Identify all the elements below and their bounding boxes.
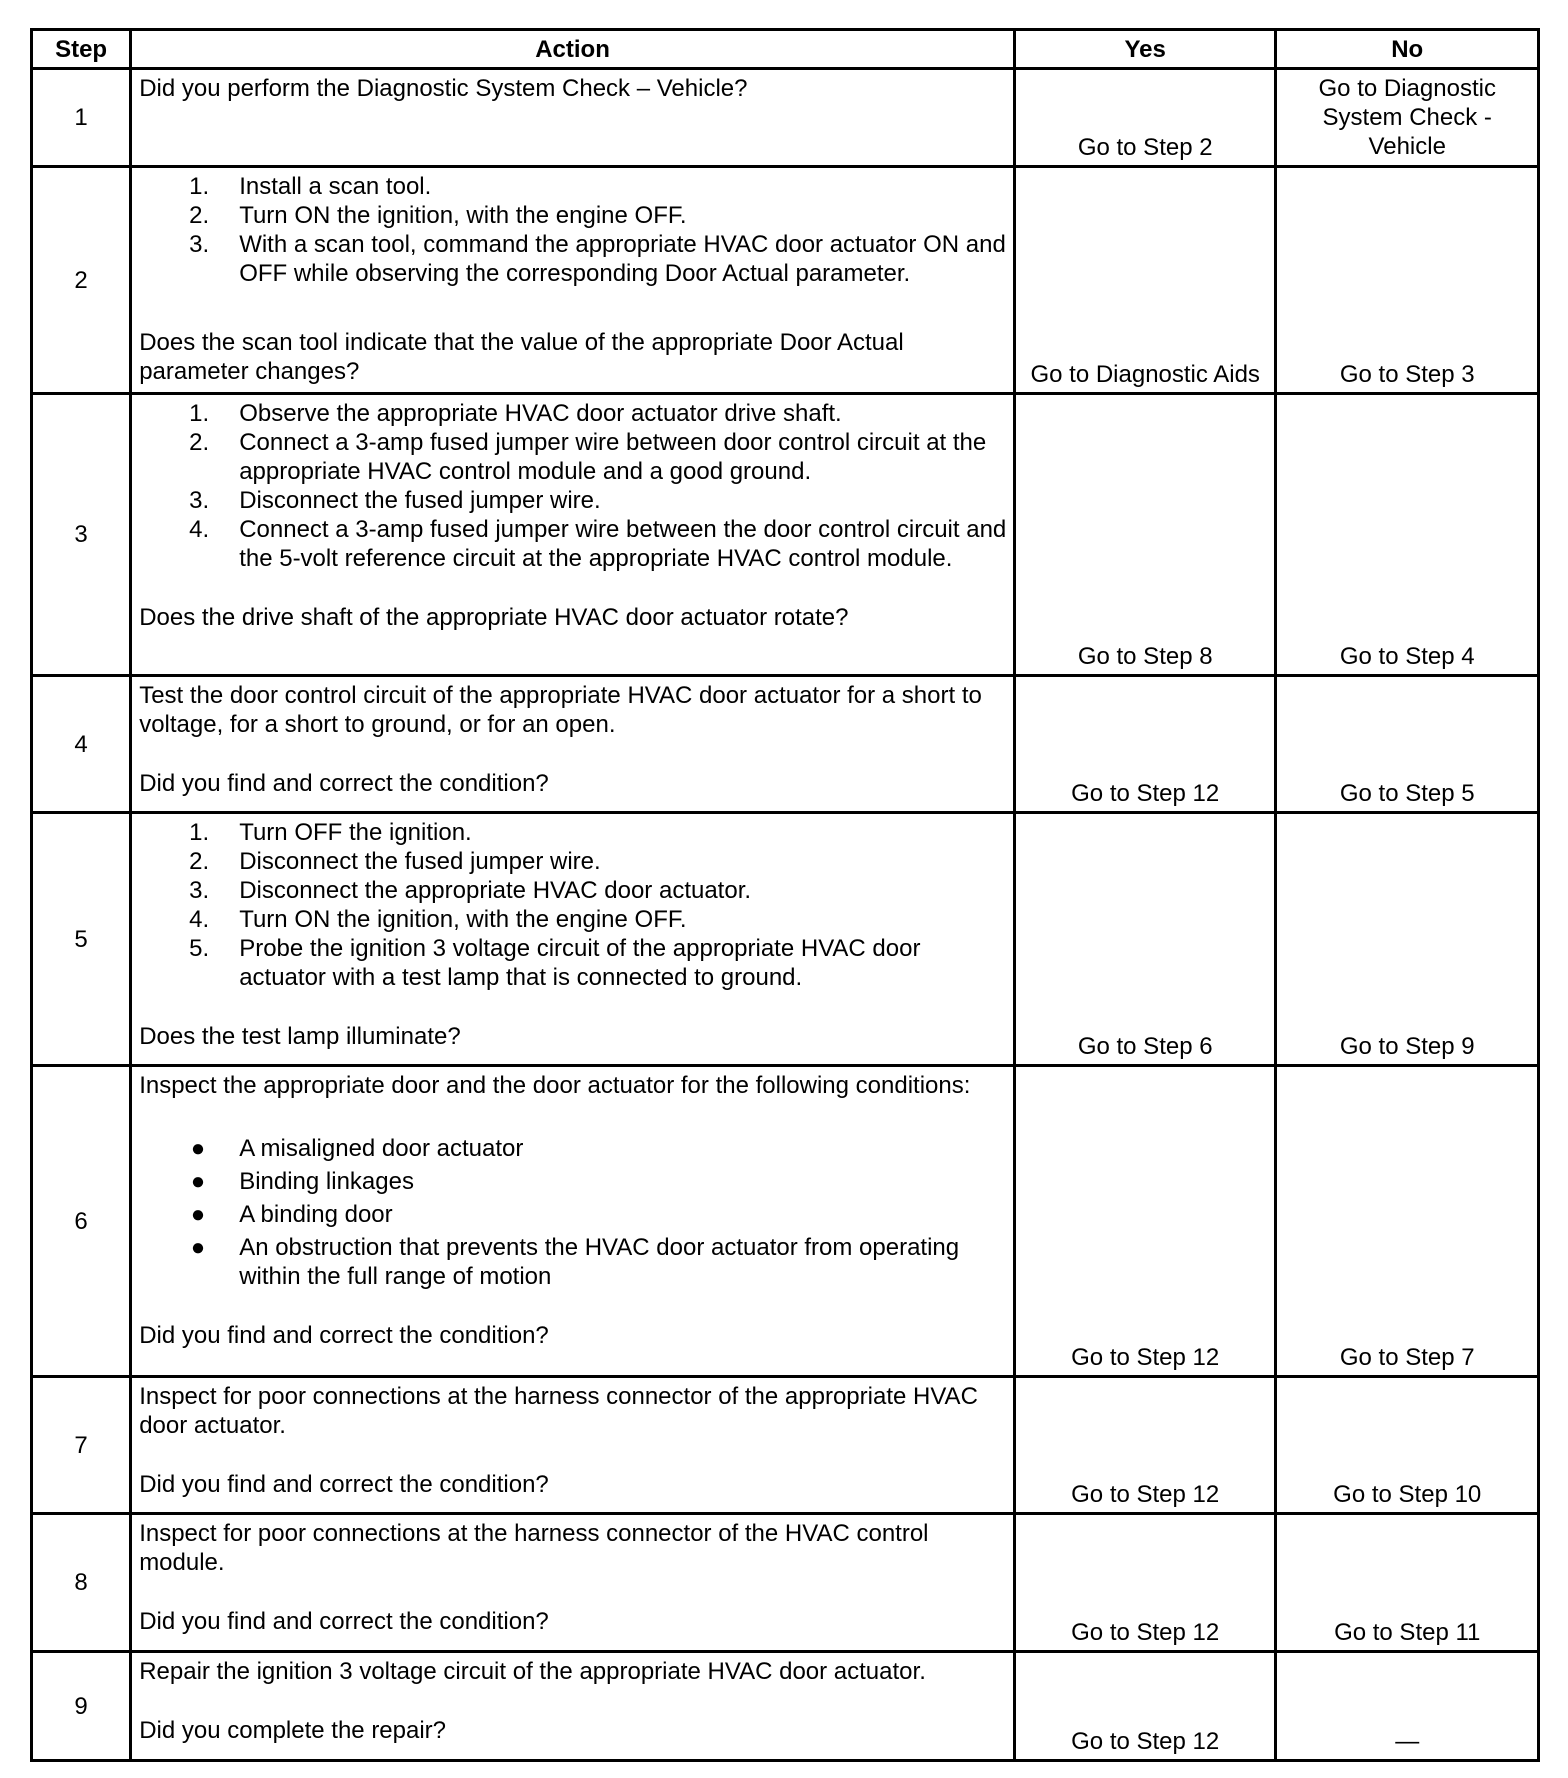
table-row: [32, 394, 1539, 676]
list-item: 2. Disconnect the fused jumper wire.: [189, 848, 601, 875]
action-cell: [131, 1514, 1015, 1652]
step-number: 8: [32, 1514, 131, 1652]
yes-cell: Go to Diagnostic Aids: [1014, 167, 1276, 394]
list-item: 1. Install a scan tool.: [189, 173, 432, 200]
list-item: 1. Turn OFF the ignition.: [189, 819, 472, 846]
action-question: Does the test lamp illuminate?: [139, 1023, 461, 1050]
table-row: [32, 1066, 1539, 1377]
header-row: [32, 30, 1539, 69]
list-item: 2. Turn ON the ignition, with the engine OFF.: [189, 202, 687, 229]
action-intro: Inspect for poor connections at the harness connector of the appropriate HVAC door actuator.: [139, 1383, 978, 1439]
table-row: [32, 1377, 1539, 1514]
action-question: Does the scan tool indicate that the value of the appropriate Door Actual parameter changes?: [139, 329, 904, 385]
no-cell: Go to Step 10: [1276, 1377, 1539, 1514]
action-intro: Inspect the appropriate door and the door actuator for the following conditions:: [139, 1072, 971, 1099]
no-cell: Go to Step 4: [1276, 394, 1539, 676]
action-cell: [131, 1377, 1015, 1514]
yes-cell: Go to Step 12: [1014, 1066, 1276, 1377]
bullet-item: ● Binding linkages: [190, 1168, 414, 1195]
no-cell: Go to Step 7: [1276, 1066, 1539, 1377]
action-cell: [131, 1652, 1015, 1761]
yes-cell: Go to Step 6: [1014, 813, 1276, 1066]
table-row: [32, 813, 1539, 1066]
step-number: 9: [32, 1652, 131, 1761]
yes-cell: Go to Step 2: [1014, 69, 1276, 167]
action-cell: [131, 394, 1015, 676]
table-row: [32, 69, 1539, 167]
action-cell: [131, 676, 1015, 813]
step-number: 2: [32, 167, 131, 394]
table-row: [32, 1514, 1539, 1652]
step-number: 6: [32, 1066, 131, 1377]
action-intro: Repair the ignition 3 voltage circuit of the appropriate HVAC door actuator.: [139, 1658, 926, 1685]
diagnostic-table: [30, 28, 1540, 1762]
no-cell: —: [1276, 1652, 1539, 1761]
action-intro: Inspect for poor connections at the harness connector of the HVAC control module.: [139, 1520, 929, 1576]
table-row: [32, 167, 1539, 394]
table-row: [32, 676, 1539, 813]
header-yes: Yes: [1014, 30, 1276, 69]
no-cell: Go to Step 9: [1276, 813, 1539, 1066]
bullet-item: ● A binding door: [190, 1201, 393, 1228]
step-number: 3: [32, 394, 131, 676]
action-question: Did you complete the repair?: [139, 1717, 447, 1744]
no-cell: Go to Step 5: [1276, 676, 1539, 813]
step-number: 7: [32, 1377, 131, 1514]
action-cell: [131, 1066, 1015, 1377]
action-question: Does the drive shaft of the appropriate HVAC door actuator rotate?: [139, 604, 849, 631]
table-row: [32, 1652, 1539, 1761]
action-question: Did you find and correct the condition?: [139, 1471, 549, 1498]
step-number: 1: [32, 69, 131, 167]
action-intro: Did you perform the Diagnostic System Check – Vehicle?: [139, 75, 748, 102]
list-item: 3. Disconnect the appropriate HVAC door actuator.: [189, 877, 752, 904]
header-step: Step: [32, 30, 131, 69]
yes-cell: Go to Step 12: [1014, 1377, 1276, 1514]
no-cell: Go to Step 11: [1276, 1514, 1539, 1652]
header-no: No: [1276, 30, 1539, 69]
action-intro: Test the door control circuit of the appropriate HVAC door actuator for a short to voltage, for a short to ground, or for an open.: [139, 682, 982, 738]
list-item: 2. Connect a 3-amp fused jumper wire between door control circuit at the appropriate HVAC control module and a good ground.: [189, 429, 987, 485]
action-cell: [131, 69, 1015, 167]
action-question: Did you find and correct the condition?: [139, 1322, 549, 1349]
no-cell: Go to Step 3: [1276, 167, 1539, 394]
bullet-item: ● A misaligned door actuator: [190, 1135, 524, 1162]
list-item: 1. Observe the appropriate HVAC door actuator drive shaft.: [189, 400, 842, 427]
list-item: 4. Turn ON the ignition, with the engine OFF.: [189, 906, 687, 933]
yes-cell: Go to Step 8: [1014, 394, 1276, 676]
list-item: 3. With a scan tool, command the appropriate HVAC door actuator ON and OFF while observing the corresponding Door Actual parameter.: [189, 231, 1006, 287]
action-question: Did you find and correct the condition?: [139, 770, 549, 797]
yes-cell: Go to Step 12: [1014, 676, 1276, 813]
action-cell: [131, 167, 1015, 394]
bullet-item: ● An obstruction that prevents the HVAC door actuator from operating within the full range of motion: [190, 1234, 960, 1290]
step-number: 4: [32, 676, 131, 813]
no-cell: Go to Diagnostic System Check - Vehicle: [1276, 69, 1539, 167]
step-number: 5: [32, 813, 131, 1066]
action-question: Did you find and correct the condition?: [139, 1608, 549, 1635]
list-item: 3. Disconnect the fused jumper wire.: [189, 487, 601, 514]
list-item: 4. Connect a 3-amp fused jumper wire between the door control circuit and the 5-volt reference circuit at the appropriate HVAC control module.: [189, 516, 1007, 572]
yes-cell: Go to Step 12: [1014, 1652, 1276, 1761]
header-action: Action: [131, 30, 1015, 69]
yes-cell: Go to Step 12: [1014, 1514, 1276, 1652]
list-item: 5. Probe the ignition 3 voltage circuit of the appropriate HVAC door actuator with a test lamp that is connected to ground.: [189, 935, 921, 991]
action-cell: [131, 813, 1015, 1066]
